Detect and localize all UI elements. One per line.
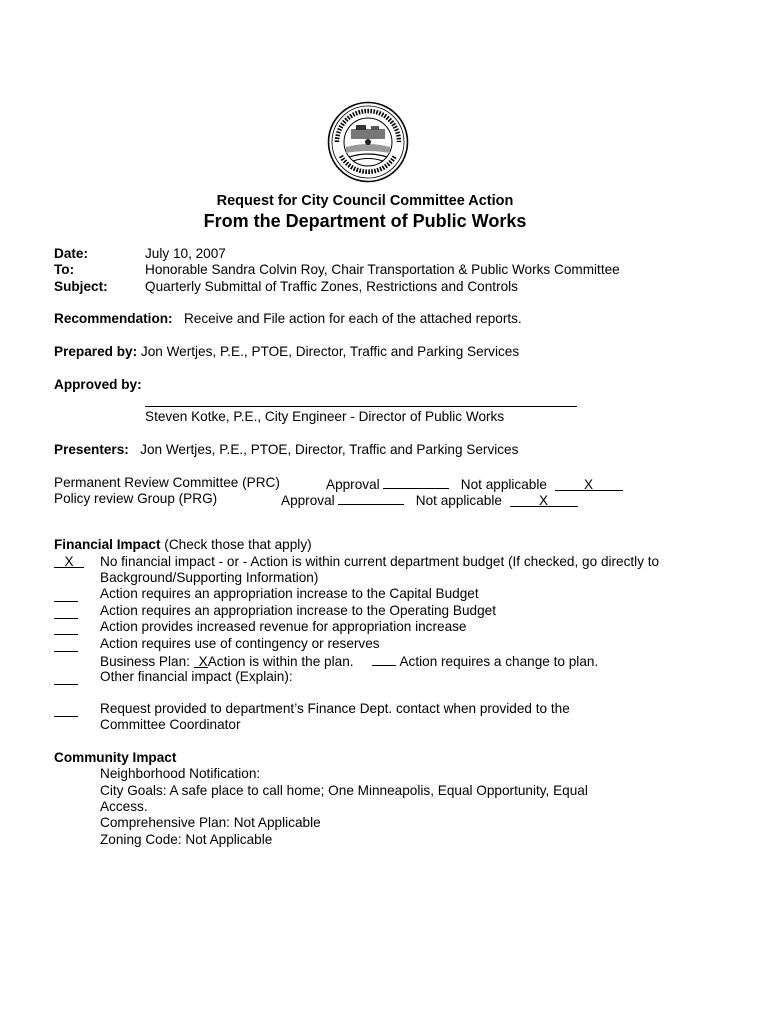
financial-item1-line1: No financial impact - or - Action is within current department budget (If checked, go directly to (100, 554, 660, 569)
financial-item2-blank (54, 601, 78, 602)
prg-label: Policy review Group (PRG) (54, 491, 218, 506)
financial-item3-blank (54, 618, 78, 619)
community-line5: Zoning Code: Not Applicable (100, 832, 273, 847)
subject-label: Subject: (54, 279, 108, 294)
prg-not-applicable-label: Not applicable (415, 493, 502, 508)
business-plan-change-blank (372, 652, 396, 666)
to-value: Honorable Sandra Colvin Roy, Chair Transportation & Public Works Committee (145, 262, 620, 277)
business-plan-option-within: Action is within the plan. (207, 654, 354, 669)
community-line3: Access. (100, 799, 148, 814)
city-seal-logo (327, 101, 409, 183)
prc-approval-blank (383, 475, 449, 489)
business-plan-option-change: Action requires a change to plan. (399, 654, 599, 669)
to-label: To: (54, 262, 75, 277)
recommendation-value: Receive and File action for each of the attached reports. (183, 311, 522, 326)
financial-item2: Action requires an appropriation increase to the Capital Budget (100, 586, 479, 601)
business-plan-mark: X (194, 654, 208, 668)
financial-item7-line1: Request provided to department’s Finance Dept. contact when provided to the (100, 701, 570, 716)
subject-value: Quarterly Submittal of Traffic Zones, Restrictions and Controls (145, 279, 518, 294)
presenters-line (54, 442, 518, 459)
business-plan-label: Business Plan: (100, 654, 190, 669)
department-title: From the Department of Public Works (203, 211, 527, 231)
community-line4: Comprehensive Plan: Not Applicable (100, 815, 321, 830)
presenters-label: Presenters: (54, 442, 129, 457)
financial-item1-mark: X (54, 554, 84, 568)
financial-item3: Action requires an appropriation increase to the Operating Budget (100, 603, 496, 618)
presenters-value: Jon Wertjes, P.E., PTOE, Director, Traffic and Parking Services (140, 442, 519, 457)
signature-line (145, 406, 577, 407)
financial-heading (54, 537, 312, 554)
financial-item4: Action provides increased revenue for appropriation increase (100, 619, 467, 634)
form-title: Request for City Council Committee Action (216, 193, 514, 209)
financial-item6: Other financial impact (Explain): (100, 669, 293, 684)
community-line2: City Goals: A safe place to call home; One Minneapolis, Equal Opportunity, Equal (100, 783, 588, 798)
community-heading: Community Impact (54, 750, 177, 765)
community-line1: Neighborhood Notification: (100, 766, 261, 781)
prg-approval-blank (338, 491, 404, 505)
financial-item5: Action requires use of contingency or reserves (100, 636, 380, 651)
financial-heading-text: Financial Impact (54, 537, 161, 552)
prc-not-applicable-mark: X (555, 477, 623, 491)
financial-item6-blank (54, 684, 78, 685)
prg-approval-label: Approval (281, 493, 335, 508)
recommendation-label: Recommendation: (54, 311, 173, 326)
prg-not-applicable-mark: X (510, 493, 578, 507)
approver-name: Steven Kotke, P.E., City Engineer - Director of Public Works (145, 409, 505, 424)
financial-item1-line2: Background/Supporting Information) (100, 570, 319, 585)
prepared-by-line (54, 344, 519, 361)
financial-item7-blank (54, 716, 78, 717)
financial-heading-note: (Check those that apply) (164, 537, 312, 552)
prc-approval-label: Approval (326, 477, 380, 492)
prc-not-applicable-label: Not applicable (460, 477, 547, 492)
prepared-by-label: Prepared by: (54, 344, 138, 359)
business-plan-line (100, 652, 598, 671)
date-value: July 10, 2007 (145, 246, 226, 261)
recommendation-line (54, 311, 522, 328)
financial-item4-blank (54, 634, 78, 635)
date-label: Date: (54, 246, 88, 261)
prc-label: Permanent Review Committee (PRC) (54, 475, 280, 490)
prepared-by-value: Jon Wertjes, P.E., PTOE, Director, Traffic and Parking Services (140, 344, 520, 359)
financial-item7-line2: Committee Coordinator (100, 717, 241, 732)
financial-item5-blank (54, 651, 78, 652)
approved-by-label: Approved by: (54, 377, 142, 392)
prg-approval (281, 491, 578, 510)
